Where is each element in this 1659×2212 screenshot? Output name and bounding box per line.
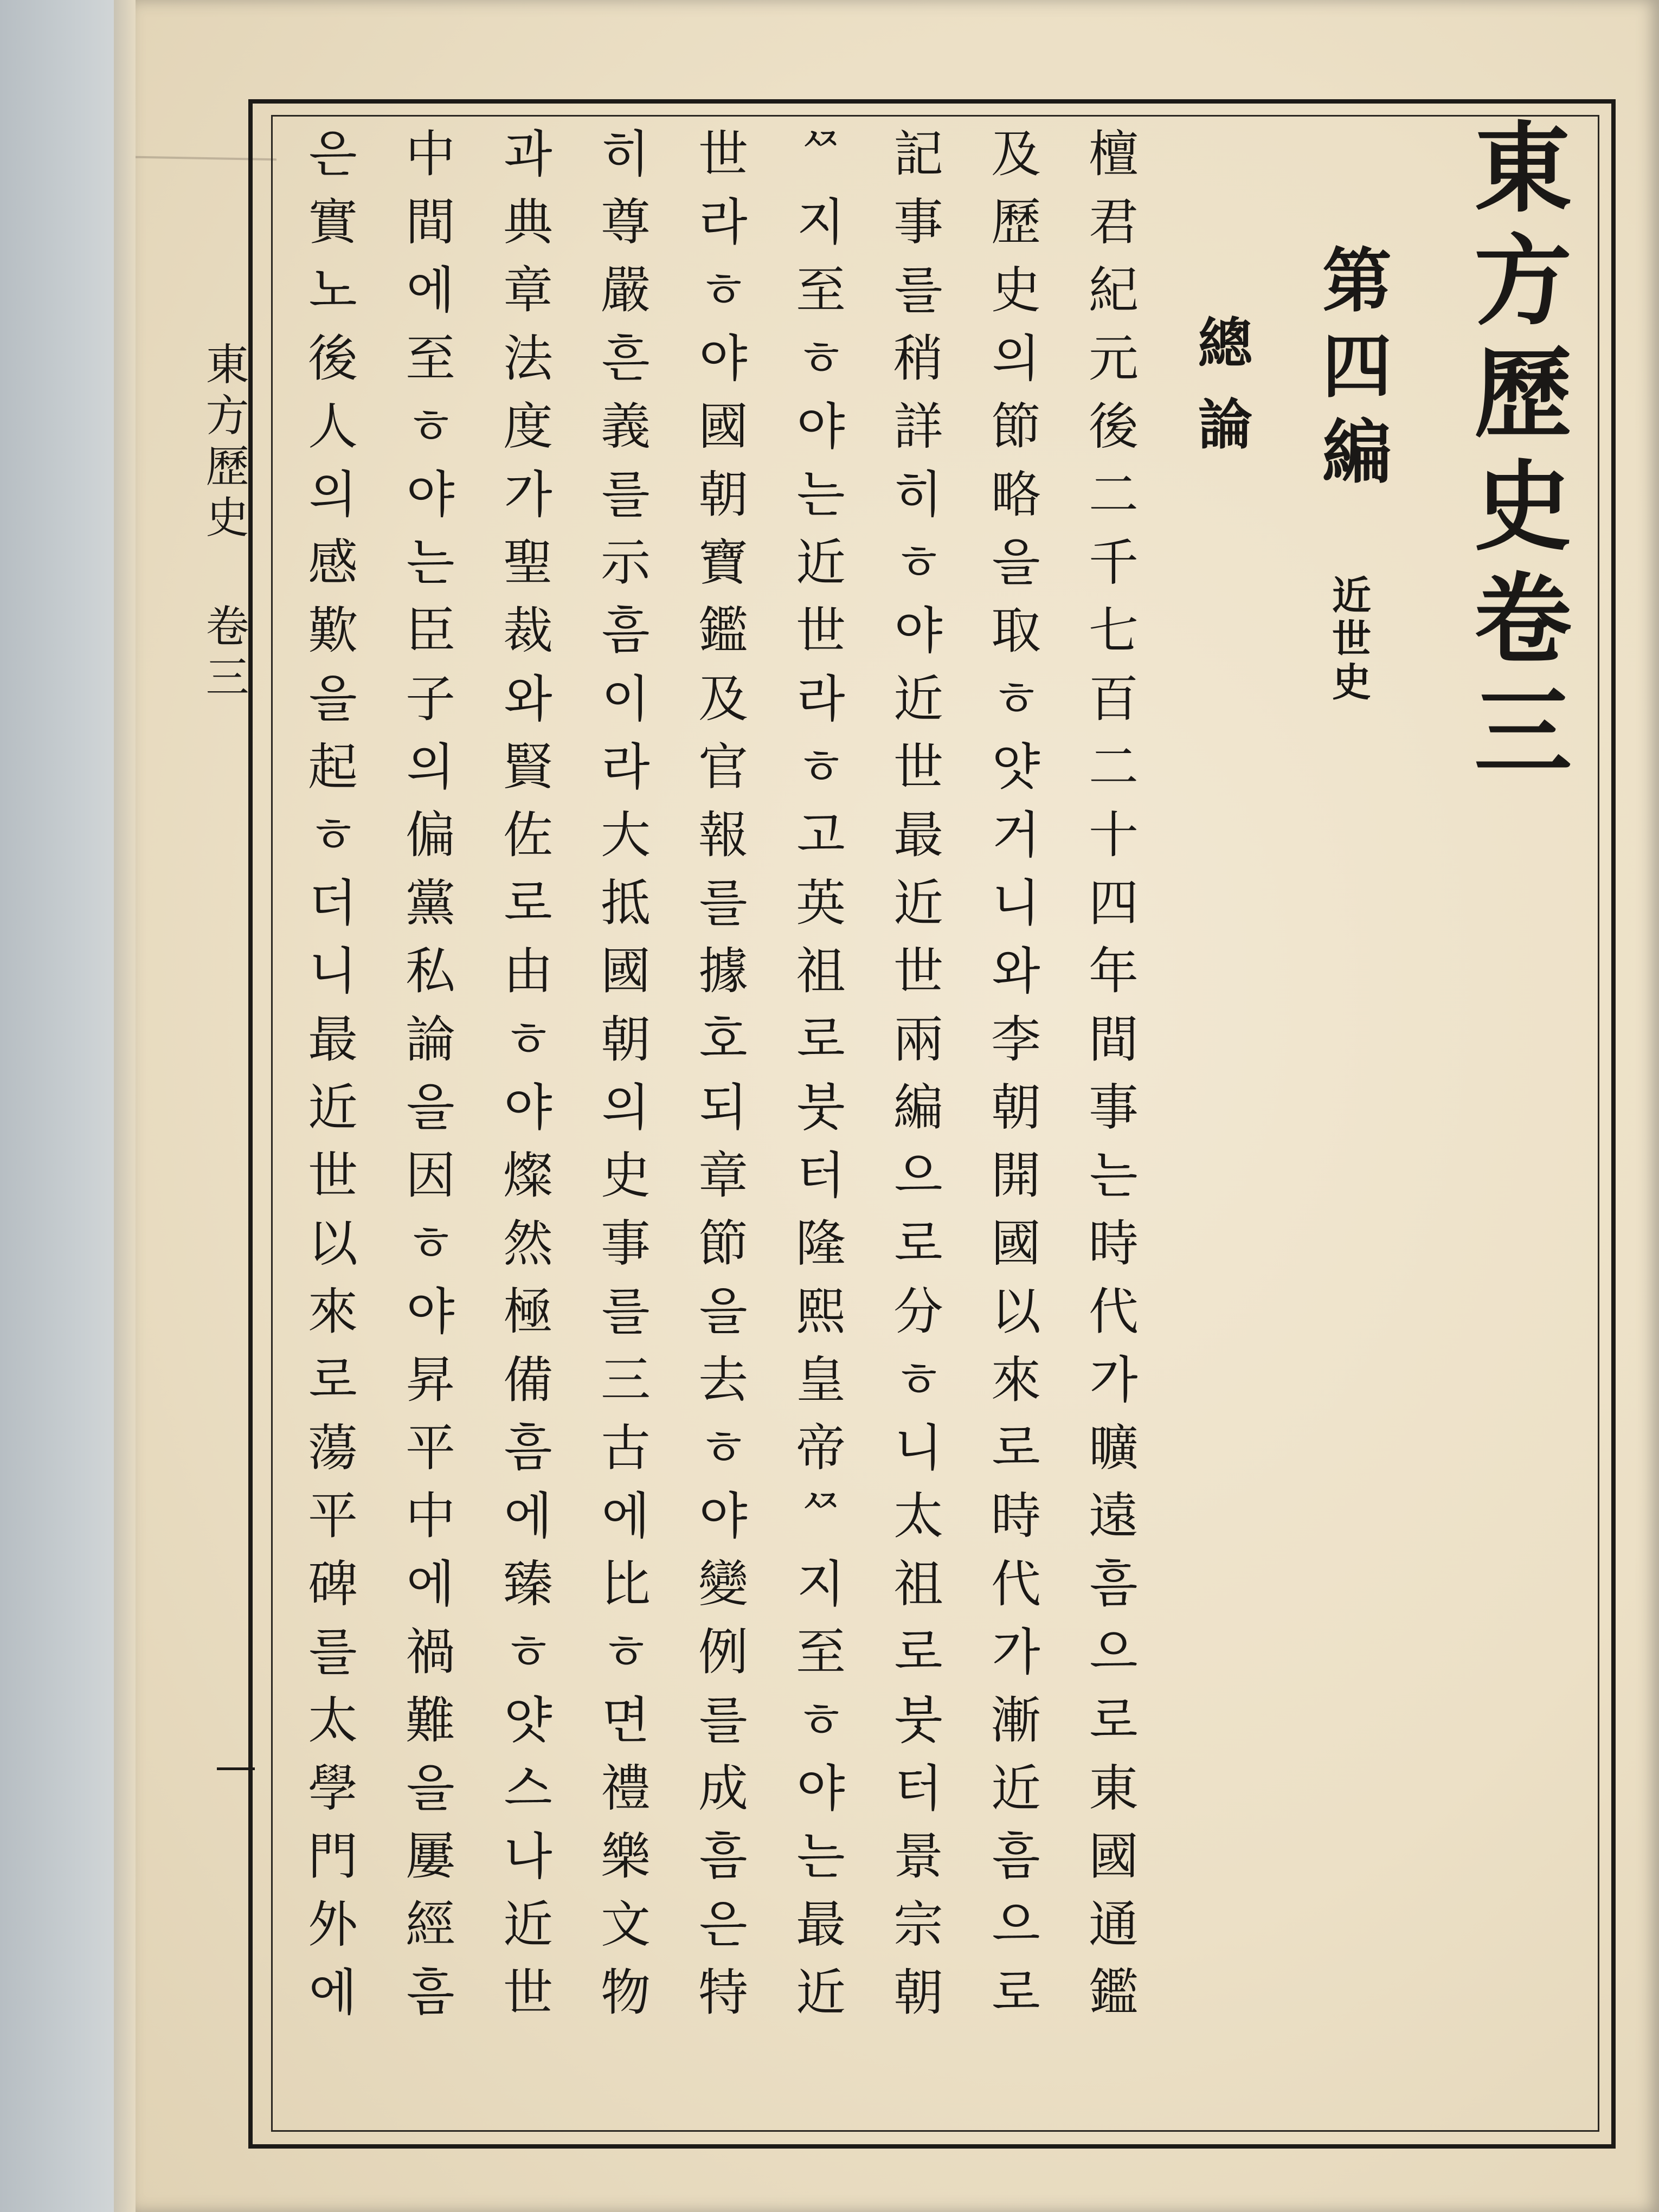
body-column-4: ᄶ지至ㅎ야는近世라ㅎ고英祖로붓터隆熙皇帝ᄶ지至ㅎ야는最近 — [788, 127, 846, 2034]
running-header: 東方歷史 卷三 — [198, 342, 249, 705]
page-number — [217, 1767, 255, 1770]
book-title: 東方歷史卷三 — [1458, 117, 1572, 793]
body-column-2: 及歷史의節略을取ㅎ얏거니와李朝開國以來로時代가漸近흠으로 — [983, 127, 1041, 2034]
part-subtitle: 近世史 — [1326, 575, 1372, 705]
part-title: 第四編 — [1310, 244, 1392, 501]
section-title: 總論 — [1189, 314, 1253, 477]
body-column-6: 히尊嚴흔義를示흠이라大抵國朝의史事를三古에比ㅎ면禮樂文物 — [593, 127, 651, 2034]
body-column-5: 世라ㅎ야國朝寶鑑及官報를據호되章節을去ㅎ야變例를成흠은特 — [690, 127, 748, 2034]
body-column-8: 中間에至ㅎ야는臣子의偏黨私論을因ㅎ야昇平中에禍難을屢經흠 — [397, 127, 455, 2034]
body-column-3: 記事를稍詳히ㅎ야近世最近世兩編으로分ㅎ니太祖로붓터景宗朝 — [885, 127, 943, 2034]
body-column-9: 은實노後人의感歎을起ㅎ더니最近世以來로蕩平碑를太學門外에 — [300, 127, 358, 2034]
body-column-1: 檀君紀元後二千七百二十四年間事는時代가曠遠흠으로東國通鑑 — [1081, 127, 1139, 2034]
body-column-7: 과典章法度가聖裁와賢佐로由ㅎ야燦然極備흠에臻ㅎ얏스나近世 — [495, 127, 553, 2034]
